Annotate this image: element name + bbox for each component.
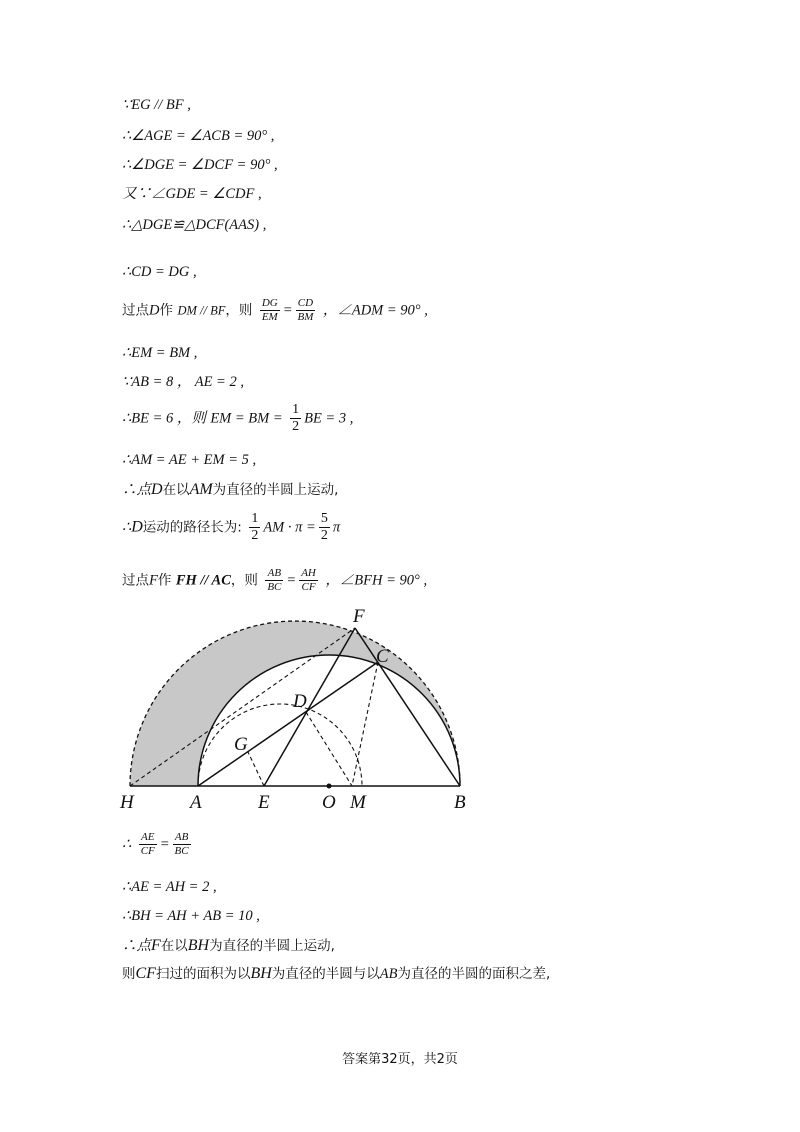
- proof-line-em: ∴EM = BM ,: [122, 345, 198, 361]
- label-a: A: [190, 792, 202, 813]
- proof-line-area: 则CF扫过的面积为以BH为直径的半圆与以AB为直径的半圆的面积之差,: [122, 965, 551, 982]
- proof-line-path: ∴D运动的路径长为: $\frac{1}{2}$ AM · π = $\frac{5}{2}$ π: [122, 511, 341, 543]
- label-f: F: [353, 606, 365, 627]
- label-d: D: [293, 691, 307, 712]
- label-e: E: [258, 792, 270, 813]
- geometry-figure: [110, 600, 490, 815]
- proof-line-ab: ∵AB = 8 ， AE = 2 ,: [122, 374, 244, 390]
- proof-line-fh: 过点F作 FH // AC，则 $\frac{AB}{BC}$ = $\frac{AH}{CF}$ ，∠BFH = 90° ,: [122, 567, 428, 593]
- label-o: O: [322, 792, 336, 813]
- proof-line-2: ∴∠AGE = ∠ACB = 90° ,: [122, 128, 275, 144]
- proof-line-ratio: ∴ $\frac{AE}{CF}$ = $\frac{AB}{BC}$: [122, 831, 189, 857]
- label-c: C: [376, 646, 389, 667]
- proof-line-4: 又∵∠GDE = ∠CDF ,: [122, 186, 262, 202]
- page-footer: 答案第32页，共2页: [342, 1052, 458, 1067]
- label-h: H: [120, 792, 134, 813]
- label-b: B: [454, 792, 466, 813]
- proof-line-d-moves: ∴点D在以AM为直径的半圆上运动,: [122, 481, 339, 498]
- proof-line-3: ∴∠DGE = ∠DCF = 90° ,: [122, 157, 278, 173]
- point-o: [327, 784, 332, 789]
- proof-line-bh: ∴BH = AH + AB = 10 ,: [122, 908, 260, 924]
- proof-line-5: ∴△DGE≌△DCF(AAS) ,: [122, 217, 267, 233]
- proof-line-1: ∵EG // BF ,: [122, 97, 191, 113]
- label-m: M: [350, 792, 366, 813]
- proof-line-am: ∴AM = AE + EM = 5 ,: [122, 452, 257, 468]
- proof-line-ae: ∴AE = AH = 2 ,: [122, 879, 217, 895]
- label-g: G: [234, 734, 248, 755]
- proof-line-6: ∴CD = DG ,: [122, 264, 197, 280]
- proof-line-f-moves: ∴点F在以BH为直径的半圆上运动,: [122, 937, 335, 954]
- proof-line-dm: 过点D作 DM // BF，则 $\frac{DG}{EM}$ = $\frac{CD}{BM}$ ，∠ADM = 90° ,: [122, 297, 428, 323]
- proof-line-be: ∴BE = 6 ，则 EM = BM = $\frac{1}{2}$ BE = 3 ,: [122, 402, 354, 434]
